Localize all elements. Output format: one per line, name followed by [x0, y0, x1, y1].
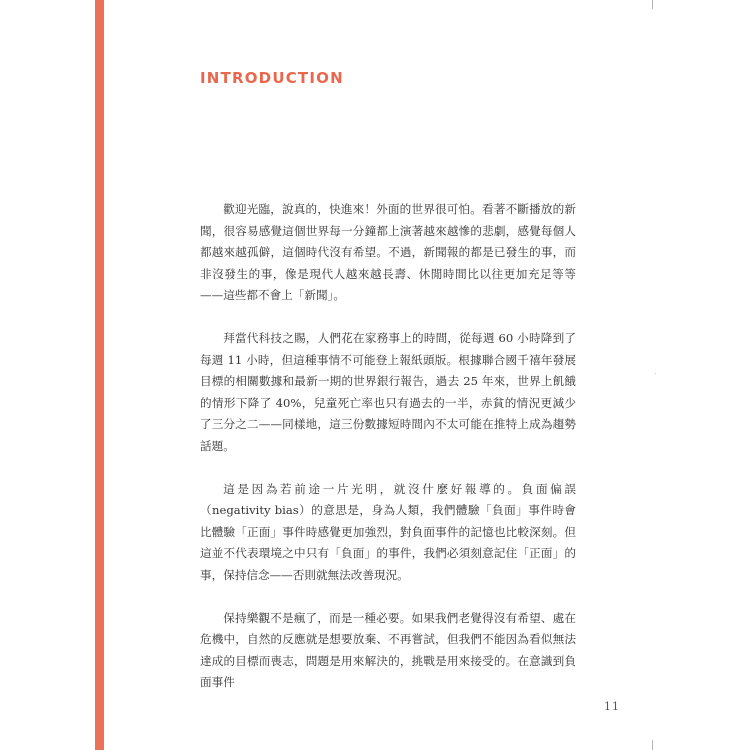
paragraph-3: 這是因為若前途一片光明，就沒什麼好報導的。負面偏誤（negativity bias）的意思是，身為人類，我們體驗「負面」事件時會比體驗「正面」事件時感覺更加強烈，對負面事件的記憶也比較深刻。但這並不代表環境之中只有「負面」的事件，我們必須刻意記住「正面」的事，保持信念——否則就無法改善現況。 — [200, 481, 576, 582]
body-text — [200, 199, 576, 715]
paragraph-4: 保持樂觀不是瘋了，而是一種必要。如果我們老覺得沒有希望、處在危機中，自然的反應就是想要放棄、不再嘗試，但我們不能因為看似無法達成的目標而喪志，問題是用來解決的，挑戰是用來接受的。在意識到負面事件 — [200, 610, 576, 689]
crop-mark-top — [652, 0, 653, 9]
page-number: 11 — [604, 700, 620, 713]
chapter-accent-bar — [95, 0, 104, 750]
margin-dot — [655, 373, 656, 374]
crop-mark-bottom — [652, 740, 653, 750]
chapter-heading: INTRODUCTION — [200, 69, 344, 87]
paragraph-2: 拜當代科技之賜，人們花在家務事上的時間，從每週 60 小時降到了每週 11 小時，但這種事情不可能登上報紙頭版。根據聯合國千禧年發展目標的相關數據和最新一期的世界銀行報告，過去 25 年來，世界上飢餓的情形下降了 40%，兒童死亡率也只有過去的一半，赤貧的情況更減少了三分之二——同樣地，這三份數據短時間內不太可能在推特上成為趨勢話題。 — [200, 331, 576, 453]
paragraph-1: 歡迎光臨，說真的，快進來！外面的世界很可怕。看著不斷播放的新聞，很容易感覺這個世界每一分鐘都上演著越來越慘的悲劇，感覺每個人都越來越孤僻，這個時代沒有希望。不過，新聞報的都是已發生的事，而非沒發生的事，像是現代人越來越長壽、休閒時間比以往更加充足等等——這些都不會上「新聞」。 — [200, 202, 576, 302]
